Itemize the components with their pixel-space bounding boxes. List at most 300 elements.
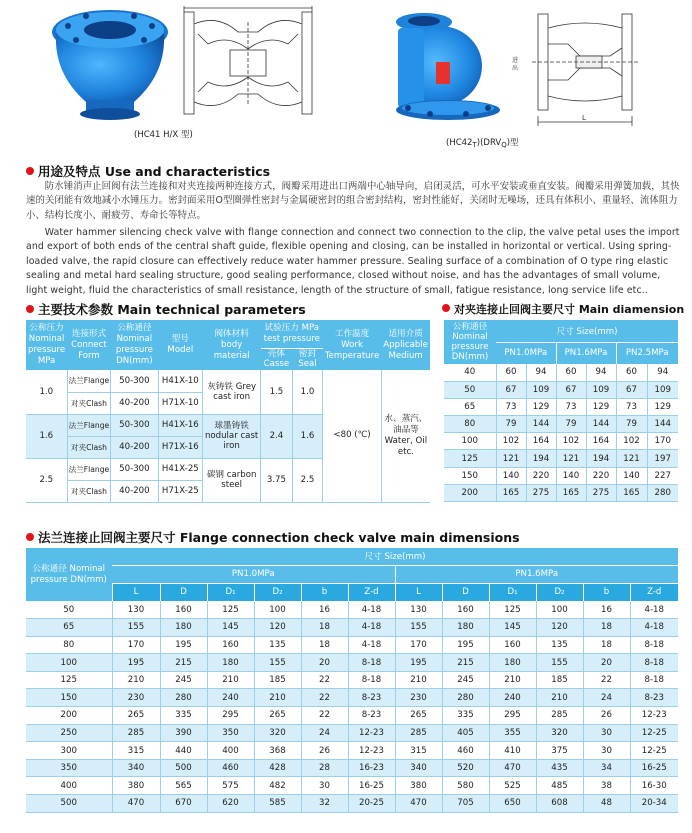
size-cell: 109 <box>647 381 678 398</box>
size-cell: 12-23 <box>630 707 678 725</box>
size-cell: 215 <box>442 654 489 672</box>
size-cell: 20-25 <box>348 795 395 813</box>
size-cell: 28 <box>301 759 348 777</box>
size-cell: 60 <box>496 364 526 381</box>
size-cell: 295 <box>207 707 254 725</box>
size-cell: 470 <box>395 795 442 813</box>
size-cell: 355 <box>489 724 536 742</box>
size-cell: 16-25 <box>348 777 395 795</box>
size-cell: 102 <box>496 433 526 450</box>
dn-cell: 65 <box>444 398 496 415</box>
pressure-cell: 1.6 <box>26 414 67 458</box>
bullet-dot-icon <box>26 533 34 541</box>
dn-cell: 50-300 <box>111 370 158 392</box>
pressure-cell: 1.0 <box>26 370 67 414</box>
usage-text-cn: 防水锤消声止回阀有法兰连接和对夹连接两种连接方式，阀瓣采用进出口两端中心轴导向，启闭灵活，可水平安装或垂直安装。阀瓣采用弹簧加载，其快速的关闭能有效地减小水锤压力。密封面采用O型圈弹性密封与金属硬密封的组合密封结构，密封性能好，关闭时无噪场，还具有体积小、重量轻、流体阻力小、结构长度小、耐疲劳、寿命长等特点。 <box>26 181 680 221</box>
size-cell: 164 <box>526 433 556 450</box>
size-cell: 500 <box>160 759 207 777</box>
size-cell: 705 <box>442 795 489 813</box>
table-row <box>444 467 678 484</box>
flange-header-size: 尺寸 Size(mm) <box>364 552 426 563</box>
size-cell: 240 <box>489 689 536 707</box>
dn-cell: 150 <box>444 467 496 484</box>
flange-column-header: D₂ <box>254 583 301 601</box>
size-cell: 94 <box>526 364 556 381</box>
size-cell: 160 <box>442 601 489 619</box>
flange-column-header: D <box>160 583 207 601</box>
size-cell: 670 <box>160 795 207 813</box>
table-row <box>26 601 678 619</box>
flange-column-header: L <box>395 583 442 601</box>
size-cell: 575 <box>207 777 254 795</box>
header-dn: 公称通径 Nominal pressure DN(mm) <box>115 323 153 366</box>
size-cell: 220 <box>526 467 556 484</box>
size-cell: 210 <box>395 671 442 689</box>
pressure-cell: 2.5 <box>26 458 67 502</box>
size-cell: 195 <box>395 654 442 672</box>
wafer-pressure-group: PN1.0MPa <box>496 342 556 364</box>
header-pressure: 公称压力 Nominal pressure MPa <box>28 323 66 366</box>
medium-cell: 水、蒸汽、油品等 Water, Oil etc. <box>381 370 430 502</box>
size-cell: 240 <box>207 689 254 707</box>
size-cell: 160 <box>207 636 254 654</box>
form-cell: 法兰Flange <box>67 370 111 392</box>
wafer-header-dn: 公称通径 Nominal pressure DN(mm) <box>451 322 489 362</box>
size-cell: 30 <box>301 777 348 795</box>
product-image-left <box>46 4 174 122</box>
size-cell: 16 <box>301 601 348 619</box>
size-cell: 16-25 <box>630 759 678 777</box>
svg-text:L: L <box>582 114 586 122</box>
header-shell: 壳体 Casse <box>261 348 292 370</box>
shell-cell: 2.4 <box>261 414 292 458</box>
size-cell: 220 <box>586 467 616 484</box>
table-row <box>444 381 678 398</box>
header-seal: 密封 Seal <box>292 348 323 370</box>
dn-cell: 50-300 <box>111 458 158 480</box>
size-cell: 140 <box>556 467 586 484</box>
size-cell: 20-34 <box>630 795 678 813</box>
size-cell: 130 <box>112 601 160 619</box>
size-cell: 210 <box>536 689 583 707</box>
table-row <box>444 433 678 450</box>
size-cell: 8-18 <box>630 654 678 672</box>
section-drawing-right <box>510 4 660 132</box>
dn-cell: 500 <box>26 795 112 813</box>
flange-column-header: Z-d <box>630 583 678 601</box>
table-row <box>26 777 678 795</box>
material-cell: 灰铸铁 Grey cast iron <box>203 370 261 414</box>
size-cell: 100 <box>536 601 583 619</box>
size-cell: 608 <box>536 795 583 813</box>
size-cell: 440 <box>160 742 207 760</box>
tech-title: 主要技术参数 Main technical parameters <box>26 300 306 318</box>
table-row <box>26 654 678 672</box>
size-cell: 8-18 <box>348 671 395 689</box>
size-cell: 22 <box>301 671 348 689</box>
model-cell: H71X-16 <box>158 436 203 458</box>
dn-cell: 100 <box>26 654 112 672</box>
size-cell: 410 <box>489 742 536 760</box>
size-cell: 4-18 <box>630 619 678 637</box>
size-cell: 145 <box>489 619 536 637</box>
size-cell: 26 <box>583 707 630 725</box>
flange-dimensions-table <box>26 548 678 813</box>
size-cell: 155 <box>395 619 442 637</box>
size-cell: 285 <box>536 707 583 725</box>
size-cell: 170 <box>647 433 678 450</box>
size-cell: 435 <box>536 759 583 777</box>
size-cell: 120 <box>254 619 301 637</box>
size-cell: 320 <box>536 724 583 742</box>
size-cell: 428 <box>254 759 301 777</box>
size-cell: 16-30 <box>630 777 678 795</box>
size-cell: 320 <box>254 724 301 742</box>
size-cell: 210 <box>489 671 536 689</box>
size-cell: 197 <box>647 450 678 467</box>
size-cell: 48 <box>583 795 630 813</box>
size-cell: 73 <box>496 398 526 415</box>
dn-cell: 350 <box>26 759 112 777</box>
size-cell: 520 <box>442 759 489 777</box>
size-cell: 525 <box>489 777 536 795</box>
size-cell: 79 <box>496 416 526 433</box>
size-cell: 22 <box>583 671 630 689</box>
size-cell: 380 <box>395 777 442 795</box>
table-row <box>26 619 678 637</box>
size-cell: 580 <box>442 777 489 795</box>
size-cell: 135 <box>254 636 301 654</box>
size-cell: 245 <box>160 671 207 689</box>
svg-text:出: 出 <box>512 65 519 72</box>
table-row <box>26 742 678 760</box>
flange-column-header: D₁ <box>489 583 536 601</box>
flange-column-header: b <box>583 583 630 601</box>
size-cell: 265 <box>254 707 301 725</box>
size-cell: 129 <box>526 398 556 415</box>
size-cell: 20 <box>583 654 630 672</box>
size-cell: 340 <box>112 759 160 777</box>
dn-cell: 200 <box>26 707 112 725</box>
size-cell: 400 <box>207 742 254 760</box>
size-cell: 485 <box>536 777 583 795</box>
size-cell: 38 <box>583 777 630 795</box>
size-cell: 180 <box>207 654 254 672</box>
bullet-dot-icon <box>26 305 34 313</box>
size-cell: 185 <box>536 671 583 689</box>
header-medium: 适用介质 Applicable Medium <box>383 328 428 361</box>
size-cell: 470 <box>489 759 536 777</box>
size-cell: 405 <box>442 724 489 742</box>
size-cell: 4-18 <box>630 601 678 619</box>
size-cell: 160 <box>160 601 207 619</box>
flange-column-header: Z-d <box>348 583 395 601</box>
size-cell: 121 <box>496 450 526 467</box>
right-image-caption: $(HC42_T)(DRV_Q)$型 <box>446 138 519 149</box>
table-row <box>444 398 678 415</box>
wafer-header-size: 尺寸 Size(mm) <box>556 326 618 337</box>
dn-cell: 40-200 <box>111 392 158 414</box>
table-row <box>444 484 678 501</box>
size-cell: 24 <box>301 724 348 742</box>
table-row <box>26 689 678 707</box>
size-cell: 295 <box>489 707 536 725</box>
flange-column-header: D₂ <box>536 583 583 601</box>
product-image-right <box>378 4 508 122</box>
size-cell: 180 <box>489 654 536 672</box>
size-cell: 144 <box>526 416 556 433</box>
wafer-dimensions-table <box>444 320 678 502</box>
size-cell: 180 <box>442 619 489 637</box>
size-cell: 160 <box>489 636 536 654</box>
size-cell: 129 <box>647 398 678 415</box>
dn-cell: 65 <box>26 619 112 637</box>
usage-text-en: Water hammer silencing check valve with flange connection and connect two connection to the clip, the valve petal uses the import and export of both ends of the central shaft guide, flexible opening and closing, can be installed in horizontal or vertical. Using spring-loaded valve, the rapid closure can effectively reduce water hammer pressure. Sealing surface of a combination of O type ring elastic sealing and metal hard sealing structure, good sealing performance, closed without noise, and has the advantages of small volume, light weight, fluid the characteristics of small resistance, length of the structure of small, fatigue resistance, long service life etc.. <box>26 227 680 296</box>
size-cell: 164 <box>586 433 616 450</box>
size-cell: 4-18 <box>348 601 395 619</box>
size-cell: 265 <box>112 707 160 725</box>
flange-column-header: L <box>112 583 160 601</box>
table-row <box>26 759 678 777</box>
size-cell: 120 <box>536 619 583 637</box>
size-cell: 210 <box>254 689 301 707</box>
size-cell: 280 <box>160 689 207 707</box>
model-cell: H41X-16 <box>158 414 203 436</box>
flange-title: 法兰连接止回阀主要尺寸 Flange connection check valve main dimensions <box>26 528 520 546</box>
size-cell: 210 <box>112 671 160 689</box>
model-cell: H71X-25 <box>158 480 203 502</box>
size-cell: 125 <box>207 601 254 619</box>
size-cell: 140 <box>616 467 647 484</box>
size-cell: 8-18 <box>630 636 678 654</box>
size-cell: 22 <box>301 689 348 707</box>
table-row <box>444 416 678 433</box>
size-cell: 12-25 <box>630 724 678 742</box>
size-cell: 60 <box>556 364 586 381</box>
size-cell: 121 <box>616 450 647 467</box>
size-cell: 32 <box>301 795 348 813</box>
size-cell: 170 <box>112 636 160 654</box>
size-cell: 470 <box>112 795 160 813</box>
bullet-dot-icon <box>442 304 450 312</box>
table-row <box>444 364 678 381</box>
size-cell: 165 <box>616 484 647 501</box>
header-test: 试验压力 MPa test pressure <box>263 322 320 344</box>
size-cell: 170 <box>395 636 442 654</box>
table-row <box>26 671 678 689</box>
form-cell: 对夹Clash <box>67 480 111 502</box>
size-cell: 34 <box>583 759 630 777</box>
size-cell: 155 <box>254 654 301 672</box>
header-model: 型号 Model <box>167 334 194 355</box>
size-cell: 245 <box>442 671 489 689</box>
size-cell: 79 <box>556 416 586 433</box>
size-cell: 180 <box>160 619 207 637</box>
size-cell: 67 <box>616 381 647 398</box>
left-image-caption: (HC41 H/X 型) <box>134 130 193 140</box>
table-row <box>26 636 678 654</box>
size-cell: 145 <box>207 619 254 637</box>
size-cell: 155 <box>536 654 583 672</box>
header-temp: 工作温度 Work Temperature <box>324 328 380 361</box>
size-cell: 26 <box>301 742 348 760</box>
size-cell: 340 <box>395 759 442 777</box>
size-cell: 67 <box>496 381 526 398</box>
size-cell: 102 <box>616 433 647 450</box>
dn-cell: 125 <box>444 450 496 467</box>
size-cell: 185 <box>254 671 301 689</box>
size-cell: 100 <box>254 601 301 619</box>
size-cell: 165 <box>556 484 586 501</box>
size-cell: 368 <box>254 742 301 760</box>
size-cell: 8-23 <box>348 707 395 725</box>
size-cell: 275 <box>586 484 616 501</box>
size-cell: 315 <box>112 742 160 760</box>
size-cell: 155 <box>112 619 160 637</box>
size-cell: 94 <box>647 364 678 381</box>
size-cell: 144 <box>586 416 616 433</box>
dn-cell: 80 <box>444 416 496 433</box>
size-cell: 24 <box>583 689 630 707</box>
size-cell: 18 <box>583 619 630 637</box>
size-cell: 8-23 <box>630 689 678 707</box>
model-cell: H41X-10 <box>158 370 203 392</box>
size-cell: 375 <box>536 742 583 760</box>
size-cell: 194 <box>526 450 556 467</box>
size-cell: 585 <box>254 795 301 813</box>
size-cell: 460 <box>442 742 489 760</box>
table-row <box>26 707 678 725</box>
size-cell: 125 <box>489 601 536 619</box>
size-cell: 650 <box>489 795 536 813</box>
form-cell: 法兰Flange <box>67 458 111 480</box>
shell-cell: 1.5 <box>261 370 292 414</box>
shell-cell: 3.75 <box>261 458 292 502</box>
size-cell: 109 <box>586 381 616 398</box>
size-cell: 215 <box>160 654 207 672</box>
header-form: 连接形式 Connect Form <box>71 328 107 361</box>
wafer-pressure-group: PN2.5MPa <box>616 342 678 364</box>
dn-cell: 50 <box>26 601 112 619</box>
wafer-pressure-group: PN1.6MPa <box>556 342 616 364</box>
size-cell: 8-18 <box>630 671 678 689</box>
dn-cell: 200 <box>444 484 496 501</box>
dn-cell: 50 <box>444 381 496 398</box>
form-cell: 对夹Clash <box>67 436 111 458</box>
size-cell: 67 <box>556 381 586 398</box>
dn-cell: 100 <box>444 433 496 450</box>
form-cell: 对夹Clash <box>67 392 111 414</box>
size-cell: 12-25 <box>630 742 678 760</box>
model-cell: H41X-25 <box>158 458 203 480</box>
seal-cell: 2.5 <box>292 458 323 502</box>
size-cell: 195 <box>112 654 160 672</box>
dn-cell: 125 <box>26 671 112 689</box>
size-cell: 335 <box>442 707 489 725</box>
size-cell: 22 <box>301 707 348 725</box>
size-cell: 165 <box>496 484 526 501</box>
size-cell: 102 <box>556 433 586 450</box>
size-cell: 8-23 <box>348 689 395 707</box>
flange-column-header: D <box>442 583 489 601</box>
table-row <box>26 370 430 392</box>
bullet-dot-icon <box>26 167 34 175</box>
size-cell: 227 <box>647 467 678 484</box>
size-cell: 565 <box>160 777 207 795</box>
size-cell: 121 <box>556 450 586 467</box>
size-cell: 210 <box>207 671 254 689</box>
size-cell: 73 <box>616 398 647 415</box>
size-cell: 18 <box>301 636 348 654</box>
dn-cell: 40 <box>444 364 496 381</box>
size-cell: 30 <box>583 742 630 760</box>
size-cell: 18 <box>583 636 630 654</box>
tech-params-table <box>26 320 430 503</box>
dn-cell: 80 <box>26 636 112 654</box>
size-cell: 130 <box>395 601 442 619</box>
size-cell: 129 <box>586 398 616 415</box>
size-cell: 8-18 <box>348 654 395 672</box>
size-cell: 20 <box>301 654 348 672</box>
size-cell: 135 <box>536 636 583 654</box>
header-material: 阀体材料 body material <box>213 328 250 361</box>
flange-pressure-group: PN1.0MPa <box>112 565 395 583</box>
dn-cell: 300 <box>26 742 112 760</box>
model-cell: H71X-10 <box>158 392 203 414</box>
flange-column-header: b <box>301 583 348 601</box>
table-row <box>26 795 678 813</box>
size-cell: 275 <box>526 484 556 501</box>
material-cell: 碳钢 carbon steel <box>203 458 261 502</box>
size-cell: 30 <box>583 724 630 742</box>
size-cell: 285 <box>395 724 442 742</box>
form-cell: 法兰Flange <box>67 414 111 436</box>
size-cell: 265 <box>395 707 442 725</box>
size-cell: 4-18 <box>348 619 395 637</box>
flange-column-header: D₁ <box>207 583 254 601</box>
size-cell: 73 <box>556 398 586 415</box>
size-cell: 350 <box>207 724 254 742</box>
size-cell: 79 <box>616 416 647 433</box>
dn-cell: 400 <box>26 777 112 795</box>
size-cell: 280 <box>442 689 489 707</box>
dn-cell: 50-300 <box>111 414 158 436</box>
size-cell: 12-23 <box>348 724 395 742</box>
size-cell: 140 <box>496 467 526 484</box>
size-cell: 195 <box>442 636 489 654</box>
dn-cell: 150 <box>26 689 112 707</box>
size-cell: 230 <box>112 689 160 707</box>
size-cell: 482 <box>254 777 301 795</box>
size-cell: 16 <box>583 601 630 619</box>
material-cell: 球墨铸铁 nodular cast iron <box>203 414 261 458</box>
size-cell: 12-23 <box>348 742 395 760</box>
dn-cell: 40-200 <box>111 480 158 502</box>
temperature-cell: <80 (℃) <box>323 370 381 502</box>
size-cell: 620 <box>207 795 254 813</box>
size-cell: 195 <box>160 636 207 654</box>
size-cell: 18 <box>301 619 348 637</box>
size-cell: 94 <box>586 364 616 381</box>
wafer-title: 对夹连接止回阀主要尺寸 Main diamension <box>442 301 684 317</box>
flange-pressure-group: PN1.6MPa <box>395 565 678 583</box>
size-cell: 144 <box>647 416 678 433</box>
size-cell: 4-18 <box>348 636 395 654</box>
size-cell: 60 <box>616 364 647 381</box>
size-cell: 460 <box>207 759 254 777</box>
size-cell: 230 <box>395 689 442 707</box>
size-cell: 280 <box>647 484 678 501</box>
